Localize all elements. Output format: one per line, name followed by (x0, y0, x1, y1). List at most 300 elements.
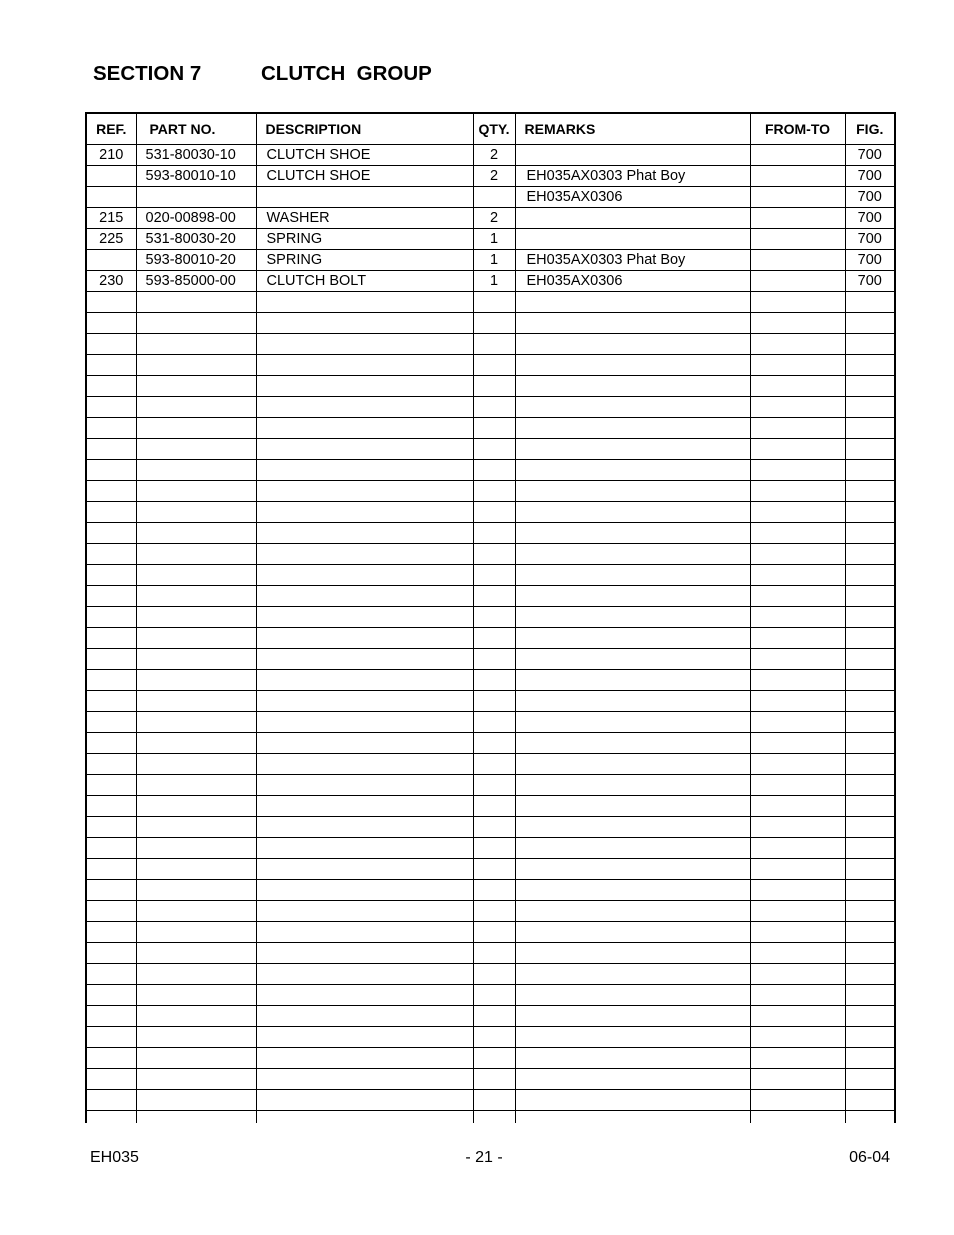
cell-remarks: EH035AX0306 (515, 187, 750, 208)
cell-remarks (515, 838, 750, 859)
cell-ref (86, 670, 136, 691)
cell-part-no (136, 880, 256, 901)
cell-ref (86, 649, 136, 670)
table-row (86, 250, 895, 271)
cell-from-to (750, 1090, 845, 1111)
cell-remarks (515, 691, 750, 712)
cell-remarks (515, 628, 750, 649)
cell-ref (86, 1111, 136, 1124)
cell-part-no (136, 964, 256, 985)
cell-remarks (515, 712, 750, 733)
empty-table-row (86, 313, 895, 334)
cell-description (256, 838, 473, 859)
cell-fig (845, 670, 895, 691)
cell-ref (86, 187, 136, 208)
cell-from-to (750, 712, 845, 733)
cell-ref (86, 502, 136, 523)
cell-from-to (750, 817, 845, 838)
cell-remarks (515, 355, 750, 376)
cell-description (256, 1069, 473, 1090)
cell-qty: 1 (473, 271, 515, 292)
cell-remarks (515, 859, 750, 880)
cell-from-to (750, 754, 845, 775)
cell-part-no (136, 1006, 256, 1027)
cell-from-to (750, 964, 845, 985)
cell-ref (86, 943, 136, 964)
cell-part-no (136, 334, 256, 355)
footer-model: EH035 (90, 1149, 139, 1166)
cell-fig: 700 (845, 145, 895, 166)
cell-ref (86, 523, 136, 544)
cell-remarks (515, 481, 750, 502)
cell-ref (86, 880, 136, 901)
cell-ref (86, 775, 136, 796)
cell-part-no: 593-85000-00 (136, 271, 256, 292)
cell-fig (845, 607, 895, 628)
cell-ref (86, 607, 136, 628)
cell-description (256, 733, 473, 754)
cell-from-to (750, 544, 845, 565)
cell-remarks (515, 229, 750, 250)
cell-fig (845, 1069, 895, 1090)
cell-fig: 700 (845, 187, 895, 208)
cell-ref (86, 733, 136, 754)
cell-qty (473, 376, 515, 397)
cell-part-no (136, 544, 256, 565)
cell-ref (86, 712, 136, 733)
cell-remarks (515, 775, 750, 796)
cell-description (256, 670, 473, 691)
cell-part-no (136, 985, 256, 1006)
cell-qty (473, 1027, 515, 1048)
cell-part-no (136, 187, 256, 208)
cell-fig (845, 838, 895, 859)
cell-remarks (515, 523, 750, 544)
cell-fig (845, 439, 895, 460)
cell-fig (845, 922, 895, 943)
cell-ref (86, 166, 136, 187)
cell-from-to (750, 145, 845, 166)
cell-description: WASHER (256, 208, 473, 229)
cell-qty (473, 187, 515, 208)
cell-fig (845, 775, 895, 796)
cell-qty (473, 1090, 515, 1111)
cell-ref: 225 (86, 229, 136, 250)
cell-from-to (750, 1027, 845, 1048)
column-header-qty: QTY. (473, 113, 515, 145)
cell-ref (86, 1027, 136, 1048)
cell-fig (845, 418, 895, 439)
cell-remarks (515, 943, 750, 964)
cell-qty (473, 607, 515, 628)
empty-table-row (86, 460, 895, 481)
cell-part-no (136, 607, 256, 628)
cell-description (256, 544, 473, 565)
cell-description (256, 187, 473, 208)
cell-qty (473, 775, 515, 796)
cell-qty (473, 922, 515, 943)
empty-table-row (86, 334, 895, 355)
cell-remarks (515, 796, 750, 817)
cell-remarks (515, 754, 750, 775)
cell-part-no (136, 418, 256, 439)
cell-fig (845, 796, 895, 817)
cell-description (256, 1090, 473, 1111)
empty-table-row (86, 355, 895, 376)
cell-description: CLUTCH SHOE (256, 145, 473, 166)
column-header-fig: FIG. (845, 113, 895, 145)
cell-remarks (515, 586, 750, 607)
cell-part-no (136, 943, 256, 964)
cell-part-no: 593-80010-20 (136, 250, 256, 271)
cell-remarks (515, 733, 750, 754)
cell-ref: 230 (86, 271, 136, 292)
cell-from-to (750, 481, 845, 502)
cell-fig: 700 (845, 166, 895, 187)
cell-qty (473, 985, 515, 1006)
cell-from-to (750, 943, 845, 964)
cell-qty (473, 733, 515, 754)
cell-ref (86, 376, 136, 397)
cell-ref (86, 964, 136, 985)
empty-table-row (86, 607, 895, 628)
cell-ref (86, 313, 136, 334)
column-header-from-to: FROM-TO (750, 113, 845, 145)
empty-table-row (86, 502, 895, 523)
cell-qty (473, 838, 515, 859)
cell-qty (473, 397, 515, 418)
empty-table-row (86, 985, 895, 1006)
table-row (86, 271, 895, 292)
cell-remarks: EH035AX0303 Phat Boy (515, 166, 750, 187)
cell-qty (473, 880, 515, 901)
empty-table-row (86, 565, 895, 586)
cell-part-no (136, 460, 256, 481)
empty-table-row (86, 523, 895, 544)
cell-ref (86, 817, 136, 838)
cell-part-no (136, 1111, 256, 1124)
cell-from-to (750, 439, 845, 460)
cell-ref (86, 691, 136, 712)
cell-remarks (515, 649, 750, 670)
cell-ref (86, 838, 136, 859)
cell-from-to (750, 1111, 845, 1124)
cell-ref (86, 544, 136, 565)
cell-description (256, 292, 473, 313)
cell-qty (473, 418, 515, 439)
cell-fig (845, 397, 895, 418)
cell-part-no (136, 817, 256, 838)
cell-description (256, 880, 473, 901)
cell-description (256, 691, 473, 712)
cell-part-no: 531-80030-10 (136, 145, 256, 166)
table-row (86, 145, 895, 166)
empty-table-row (86, 901, 895, 922)
cell-description: CLUTCH BOLT (256, 271, 473, 292)
cell-fig (845, 733, 895, 754)
cell-remarks (515, 1006, 750, 1027)
empty-table-row (86, 586, 895, 607)
cell-remarks (515, 1111, 750, 1124)
cell-fig (845, 691, 895, 712)
cell-description (256, 502, 473, 523)
cell-part-no (136, 376, 256, 397)
cell-remarks (515, 670, 750, 691)
cell-fig (845, 313, 895, 334)
cell-description (256, 649, 473, 670)
cell-remarks (515, 208, 750, 229)
cell-ref (86, 460, 136, 481)
cell-description (256, 1006, 473, 1027)
parts-table-body (86, 145, 895, 1124)
cell-remarks (515, 145, 750, 166)
empty-table-row (86, 418, 895, 439)
cell-remarks (515, 607, 750, 628)
cell-fig: 700 (845, 208, 895, 229)
cell-remarks (515, 502, 750, 523)
cell-from-to (750, 229, 845, 250)
empty-table-row (86, 754, 895, 775)
cell-part-no: 593-80010-10 (136, 166, 256, 187)
cell-fig: 700 (845, 229, 895, 250)
cell-ref: 210 (86, 145, 136, 166)
cell-qty: 2 (473, 166, 515, 187)
cell-qty (473, 859, 515, 880)
empty-table-row (86, 1069, 895, 1090)
cell-qty (473, 586, 515, 607)
cell-part-no: 020-00898-00 (136, 208, 256, 229)
cell-part-no (136, 481, 256, 502)
column-header-part-no: PART NO. (136, 113, 256, 145)
cell-ref (86, 292, 136, 313)
cell-fig (845, 1048, 895, 1069)
table-row (86, 229, 895, 250)
cell-qty (473, 313, 515, 334)
cell-description (256, 607, 473, 628)
cell-qty: 1 (473, 229, 515, 250)
cell-fig (845, 964, 895, 985)
cell-fig (845, 712, 895, 733)
footer-page-number: - 21 - (465, 1149, 503, 1166)
cell-qty (473, 439, 515, 460)
cell-part-no (136, 292, 256, 313)
cell-fig (845, 859, 895, 880)
cell-part-no (136, 439, 256, 460)
empty-table-row (86, 712, 895, 733)
cell-part-no (136, 838, 256, 859)
empty-table-row (86, 544, 895, 565)
cell-description (256, 754, 473, 775)
cell-qty (473, 523, 515, 544)
cell-fig (845, 1006, 895, 1027)
cell-description (256, 460, 473, 481)
cell-part-no (136, 313, 256, 334)
cell-fig (845, 901, 895, 922)
cell-from-to (750, 208, 845, 229)
cell-part-no (136, 397, 256, 418)
cell-fig (845, 586, 895, 607)
cell-qty: 2 (473, 145, 515, 166)
cell-from-to (750, 922, 845, 943)
cell-from-to (750, 1069, 845, 1090)
cell-from-to (750, 796, 845, 817)
cell-qty (473, 796, 515, 817)
empty-table-row (86, 649, 895, 670)
cell-ref (86, 565, 136, 586)
empty-table-row (86, 376, 895, 397)
empty-table-row (86, 292, 895, 313)
cell-qty (473, 628, 515, 649)
page-title (93, 62, 432, 86)
empty-table-row (86, 964, 895, 985)
cell-from-to (750, 397, 845, 418)
cell-description: SPRING (256, 229, 473, 250)
cell-description (256, 439, 473, 460)
cell-part-no (136, 733, 256, 754)
cell-description (256, 943, 473, 964)
cell-fig (845, 376, 895, 397)
cell-from-to (750, 901, 845, 922)
cell-ref (86, 439, 136, 460)
cell-from-to (750, 670, 845, 691)
cell-qty (473, 670, 515, 691)
empty-table-row (86, 481, 895, 502)
table-row (86, 187, 895, 208)
cell-description (256, 376, 473, 397)
cell-remarks (515, 334, 750, 355)
cell-ref (86, 1048, 136, 1069)
cell-part-no (136, 523, 256, 544)
cell-part-no (136, 502, 256, 523)
cell-remarks (515, 565, 750, 586)
section-name: CLUTCH GROUP (261, 62, 432, 85)
cell-remarks (515, 397, 750, 418)
cell-from-to (750, 292, 845, 313)
cell-remarks (515, 922, 750, 943)
cell-from-to (750, 250, 845, 271)
table-row (86, 166, 895, 187)
cell-part-no (136, 649, 256, 670)
cell-fig (845, 544, 895, 565)
cell-from-to (750, 586, 845, 607)
cell-remarks (515, 544, 750, 565)
empty-table-row (86, 439, 895, 460)
empty-table-row (86, 838, 895, 859)
cell-part-no (136, 922, 256, 943)
cell-remarks (515, 1027, 750, 1048)
cell-part-no (136, 1090, 256, 1111)
cell-qty (473, 1069, 515, 1090)
cell-qty (473, 691, 515, 712)
cell-ref (86, 418, 136, 439)
cell-description (256, 313, 473, 334)
cell-remarks (515, 292, 750, 313)
cell-ref (86, 628, 136, 649)
cell-from-to (750, 859, 845, 880)
empty-table-row (86, 817, 895, 838)
cell-fig (845, 754, 895, 775)
cell-from-to (750, 838, 845, 859)
cell-part-no (136, 1027, 256, 1048)
cell-description (256, 565, 473, 586)
cell-qty (473, 1111, 515, 1124)
cell-ref (86, 796, 136, 817)
cell-ref (86, 586, 136, 607)
cell-from-to (750, 733, 845, 754)
cell-part-no (136, 691, 256, 712)
cell-from-to (750, 166, 845, 187)
cell-remarks (515, 901, 750, 922)
empty-table-row (86, 1090, 895, 1111)
cell-from-to (750, 565, 845, 586)
cell-description (256, 712, 473, 733)
cell-from-to (750, 376, 845, 397)
cell-from-to (750, 355, 845, 376)
cell-part-no (136, 586, 256, 607)
cell-description (256, 964, 473, 985)
cell-part-no (136, 754, 256, 775)
cell-ref (86, 1090, 136, 1111)
cell-remarks: EH035AX0303 Phat Boy (515, 250, 750, 271)
empty-table-row (86, 943, 895, 964)
cell-qty (473, 481, 515, 502)
cell-qty: 1 (473, 250, 515, 271)
cell-fig (845, 502, 895, 523)
cell-part-no (136, 901, 256, 922)
cell-ref (86, 754, 136, 775)
cell-description (256, 586, 473, 607)
cell-from-to (750, 502, 845, 523)
cell-qty (473, 964, 515, 985)
column-header-ref: REF. (86, 113, 136, 145)
footer-date: 06-04 (849, 1149, 890, 1166)
cell-ref (86, 481, 136, 502)
cell-fig (845, 1027, 895, 1048)
cell-remarks (515, 439, 750, 460)
cell-qty (473, 649, 515, 670)
cell-ref (86, 397, 136, 418)
cell-description (256, 922, 473, 943)
cell-fig (845, 523, 895, 544)
cell-part-no (136, 1069, 256, 1090)
cell-fig (845, 460, 895, 481)
cell-fig: 700 (845, 271, 895, 292)
cell-description (256, 817, 473, 838)
cell-qty (473, 292, 515, 313)
empty-table-row (86, 775, 895, 796)
cell-fig (845, 1090, 895, 1111)
cell-qty (473, 943, 515, 964)
cell-qty (473, 544, 515, 565)
cell-remarks (515, 1048, 750, 1069)
cell-ref (86, 922, 136, 943)
cell-description (256, 334, 473, 355)
cell-ref (86, 355, 136, 376)
cell-fig (845, 292, 895, 313)
cell-ref (86, 901, 136, 922)
cell-remarks (515, 817, 750, 838)
cell-fig (845, 481, 895, 502)
cell-description (256, 397, 473, 418)
cell-fig (845, 985, 895, 1006)
cell-description (256, 1111, 473, 1124)
cell-from-to (750, 880, 845, 901)
empty-table-row (86, 733, 895, 754)
empty-table-row (86, 670, 895, 691)
cell-qty (473, 1006, 515, 1027)
cell-remarks (515, 985, 750, 1006)
cell-description (256, 523, 473, 544)
